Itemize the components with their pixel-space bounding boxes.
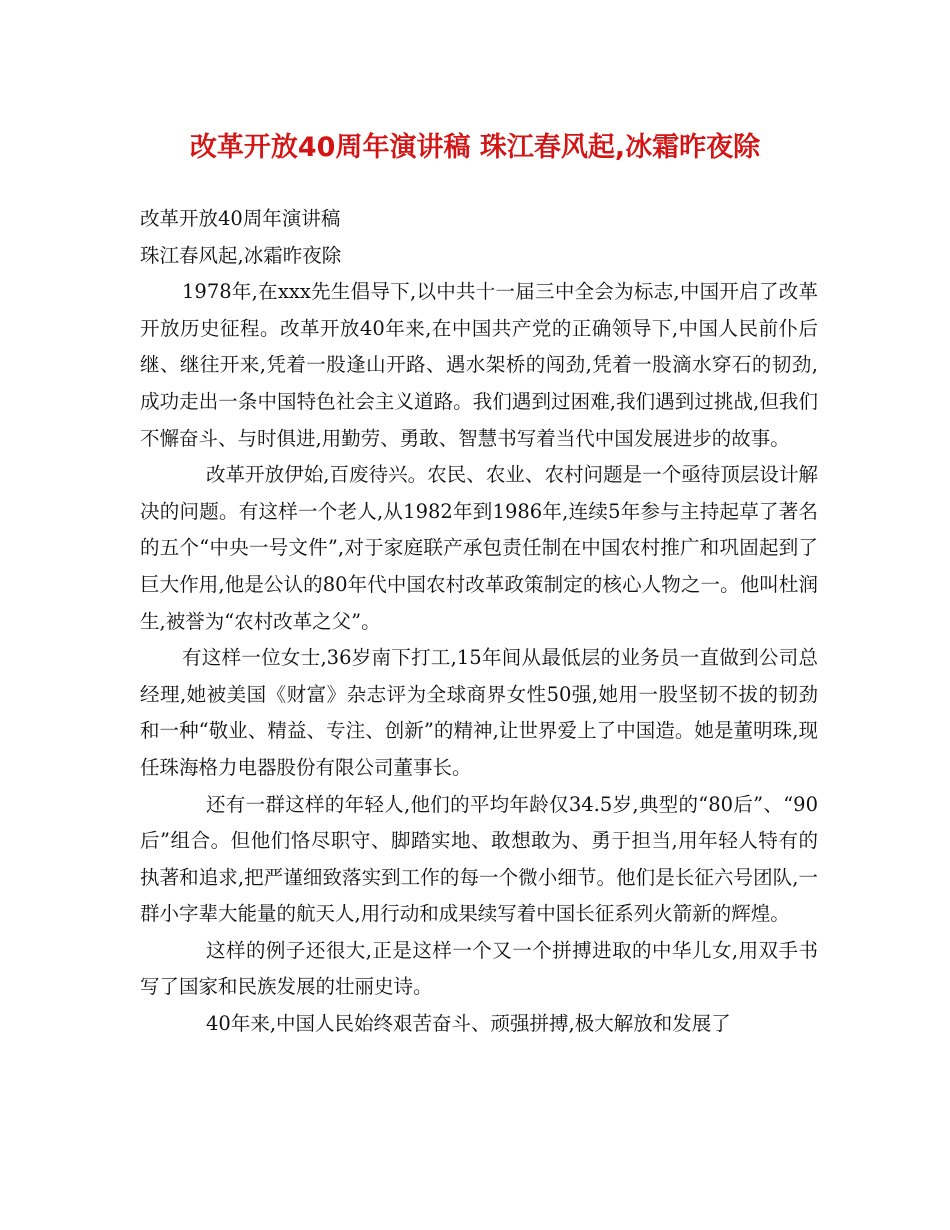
paragraph-6: 40年来,中国人民始终艰苦奋斗、顽强拼搏,极大解放和发展了 xyxy=(206,1012,731,1036)
document-title: 改革开放40周年演讲稿 珠江春风起,冰霜昨夜除 xyxy=(189,132,761,163)
paragraph-3: 有这样一位女士,36岁南下打工,15年间从最低层的业务员一直做到公司总经理,她被美国《财富》杂志评为全球商界女性50强,她用一股坚韧不拔的韧劲和一种“敬业、精益、专注、创新”的精神,让世界爱上了中国造。她是董明珠,现任珠海格力电器股份有限公司董事长。 xyxy=(140,646,818,779)
subtitle-line-1: 改革开放40周年演讲稿 xyxy=(140,207,341,230)
paragraph-4: 还有一群这样的年轻人,他们的平均年龄仅34.5岁,典型的“80后”、“90后”组合。但他们恪尽职守、脚踏实地、敢想敢为、勇于担当,用年轻人特有的执著和追求,把严谨细致落实到工作的每一个微小细节。他们是长征六号团队,一群小字辈大能量的航天人,用行动和成果续写着中国长征系列火箭新的辉煌。 xyxy=(140,792,818,926)
paragraph-2: 改革开放伊始,百废待兴。农民、农业、农村问题是一个亟待顶层设计解决的问题。有这样一个老人,从1982年到1986年,连续5年参与主持起草了著名的五个“中央一号文件”,对于家庭联产承包责任制在中国农村推广和巩固起到了巨大作用,他是公认的80年代中国农村改革政策制定的核心人物之一。他叫杜润生,被誉为“农村改革之父”。 xyxy=(140,463,818,633)
document-body xyxy=(140,201,818,1043)
paragraph-1: 1978年,在xxx先生倡导下,以中共十一届三中全会为标志,中国开启了改革开放历史征程。改革开放40年来,在中国共产党的正确领导下,中国人民前仆后继、继往开来,凭着一股逢山开路、遇水架桥的闯劲,凭着一股滴水穿石的韧劲,成功走出一条中国特色社会主义道路。我们遇到过困难,我们遇到过挑战,但我们不懈奋斗、与时俱进,用勤劳、勇敢、智慧书写着当代中国发展进步的故事。 xyxy=(140,280,818,450)
paragraph-5: 这样的例子还很大,正是这样一个又一个拼搏进取的中华儿女,用双手书写了国家和民族发展的壮丽史诗。 xyxy=(140,938,818,999)
subtitle-line-2: 珠江春风起,冰霜昨夜除 xyxy=(140,243,342,267)
